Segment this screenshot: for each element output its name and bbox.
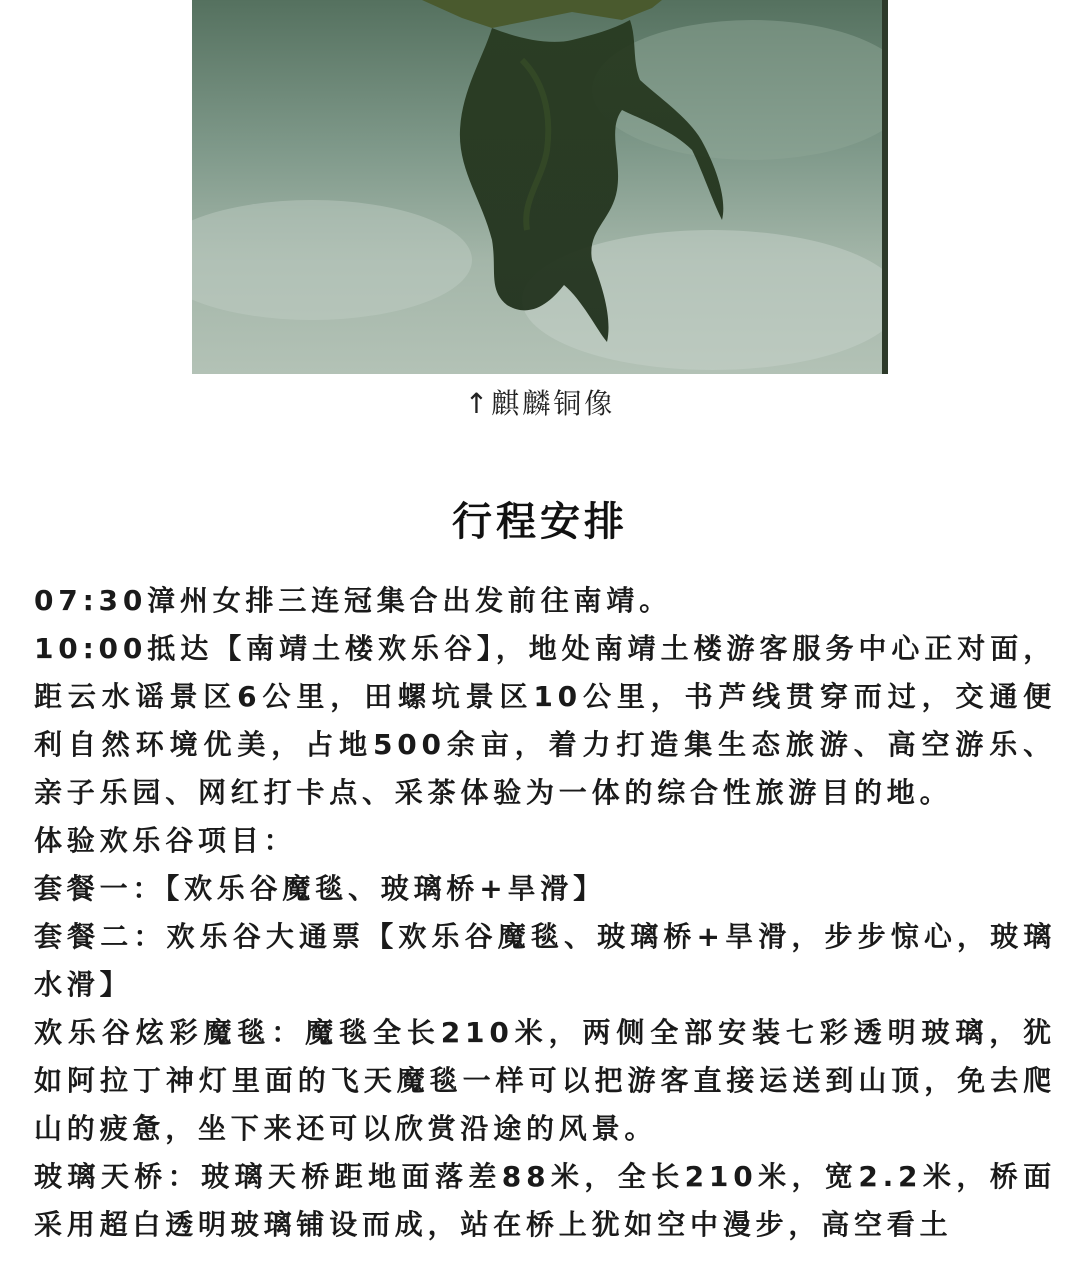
itinerary-paragraph: 体验欢乐谷项目：	[34, 824, 297, 857]
itinerary-content	[34, 577, 1056, 1249]
itinerary-paragraph: 07:30漳州女排三连冠集合出发前往南靖。	[34, 584, 672, 617]
itinerary-paragraph: 套餐一：【欢乐谷魔毯、玻璃桥+旱滑】	[34, 872, 606, 905]
itinerary-paragraph: 套餐二：欢乐谷大通票【欢乐谷魔毯、玻璃桥+旱滑，步步惊心，玻璃水滑】	[34, 920, 1056, 1001]
kirin-reflection-photo	[192, 0, 888, 374]
reflection-image-icon	[192, 0, 888, 374]
photo-caption: ↑麒麟铜像	[464, 387, 616, 420]
section-title: 行程安排	[452, 499, 628, 545]
itinerary-paragraph: 玻璃天桥：玻璃天桥距地面落差88米，全长210米，宽2.2米，桥面采用超白透明玻璃铺设而成，站在桥上犹如空中漫步，高空看土	[34, 1160, 1056, 1241]
itinerary-paragraph: 欢乐谷炫彩魔毯：魔毯全长210米，两侧全部安装七彩透明玻璃，犹如阿拉丁神灯里面的飞天魔毯一样可以把游客直接运送到山顶，免去爬山的疲惫，坐下来还可以欣赏沿途的风景。	[34, 1016, 1056, 1145]
itinerary-paragraph: 10:00抵达【南靖土楼欢乐谷】，地处南靖土楼游客服务中心正对面，距云水谣景区6公里，田螺坑景区10公里，书芦线贯穿而过，交通便利自然环境优美，占地500余亩，着力打造集生态旅游、高空游乐、亲子乐园、网红打卡点、采茶体验为一体的综合性旅游目的地。	[34, 632, 1056, 809]
